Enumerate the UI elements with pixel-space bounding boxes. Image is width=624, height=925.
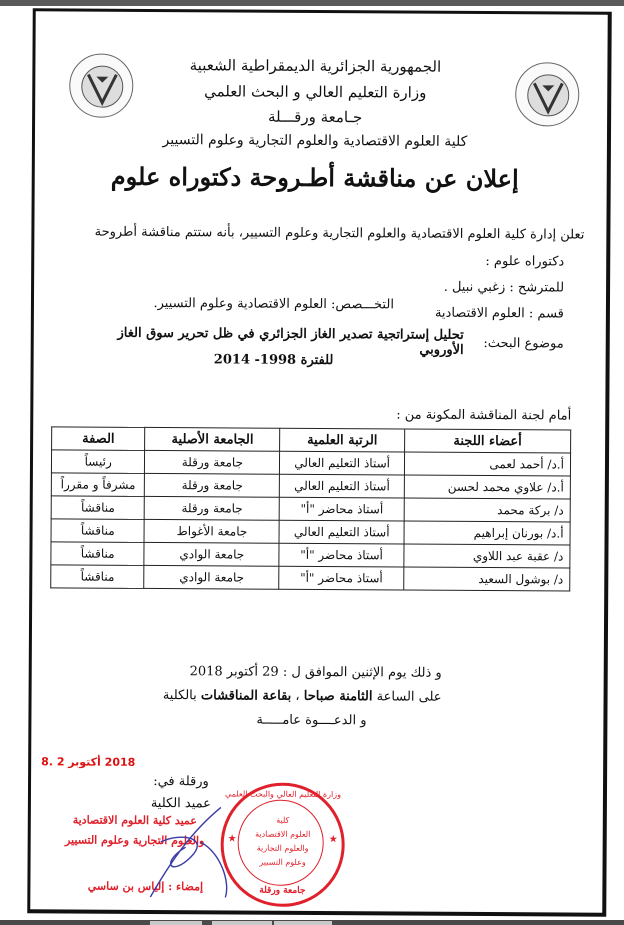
- table-row: [51, 565, 570, 591]
- document-page: [27, 8, 612, 917]
- member-rank: أستاذ التعليم العالي: [280, 474, 405, 498]
- member-role: مناقشاً: [51, 565, 145, 589]
- header-university: جـامعة ورقـــلة: [267, 107, 363, 127]
- table-row: [51, 473, 570, 499]
- viewer-bottom-bar: [0, 920, 624, 925]
- member-role: مشرفاً و مقرراً: [51, 473, 145, 497]
- member-role: مناقشاً: [51, 542, 145, 566]
- topic-title: تحليل إستراتجية تصدير الغاز الجزائري في ظل تحرير سوق الغاز الأوروبي: [117, 325, 464, 358]
- venue-suffix: بالكلية: [162, 688, 197, 704]
- member-rank: أستاذ محاضر "أ": [279, 543, 404, 567]
- header-republic: الجمهورية الجزائرية الديمقراطية الشعبية: [189, 56, 442, 76]
- schedule-time-place: [152, 688, 442, 705]
- header-ministry: وزارة التعليم العالي و البحث العلمي: [204, 82, 427, 102]
- place-date-label: ورقلة في:: [153, 773, 209, 790]
- committee-intro: أمام لجنة المناقشة المكونة من :: [396, 407, 572, 424]
- member-university: جامعة ورقلة: [145, 473, 280, 497]
- member-rank: أستاذ التعليم العالي: [280, 451, 405, 475]
- member-role: مناقشاً: [51, 519, 145, 543]
- member-university: جامعة ورقلة: [145, 496, 280, 520]
- header-role: الصفة: [52, 427, 146, 451]
- faculty-seal: [220, 782, 345, 907]
- department-line: قسم : العلوم الاقتصادية: [434, 305, 564, 322]
- header-faculty: كلية العلوم الاقتصادية والعلوم التجارية وعلوم التسيير: [162, 132, 468, 150]
- signature-line: إمضاء : إلياس بن ساسي: [87, 879, 204, 894]
- table-row: [51, 519, 570, 545]
- logo-emblem-icon: [528, 75, 568, 115]
- red-stamp-line2: والعلوم التجارية وعلوم التسيير: [64, 833, 205, 848]
- stamp-date: 2018 أكتوبر 2 .8: [41, 755, 136, 769]
- member-name: أ.د/ أحمد لعمى: [404, 452, 570, 476]
- topic-period: للفترة 1998- 2014: [213, 352, 334, 369]
- seal-bottom-text: جامعة ورقلة: [259, 885, 306, 896]
- red-stamp-line1: عميد كلية العلوم الاقتصادية: [72, 813, 197, 828]
- specialty-line: التخـــصص: العلوم الاقتصادية وعلوم التسيير.: [153, 295, 395, 313]
- seal-outer-text: وزارة التعليم العالي والبحث العلمي: [224, 789, 341, 800]
- member-name: أ.د/ بورنان إبراهيم: [404, 521, 570, 545]
- star-icon: ★: [227, 833, 237, 845]
- member-rank: أستاذ التعليم العالي: [279, 520, 404, 544]
- member-university: جامعة الوادي: [144, 565, 279, 589]
- viewer-top-bar: [0, 0, 624, 6]
- time-prefix: على الساعة: [376, 689, 442, 705]
- table-row: [51, 496, 570, 522]
- seal-inner-text: وعلوم التسيير: [259, 857, 306, 867]
- table-row: [51, 542, 570, 568]
- table-header-row: [52, 427, 571, 453]
- university-logo-right: [515, 62, 579, 126]
- committee-table: [50, 426, 571, 591]
- header-rank: الرتبة العلمية: [280, 428, 405, 452]
- dean-title: عميد الكلية: [150, 795, 212, 812]
- public-invitation: و الدعــــوة عامـــــة: [256, 712, 367, 729]
- table-row: [51, 450, 570, 476]
- header-members: أعضاء اللجنة: [404, 429, 570, 453]
- announcement-title: إعلان عن مناقشة أطـروحة دكتوراه علوم: [110, 161, 519, 194]
- member-university: جامعة الأغواط: [144, 519, 279, 543]
- candidate-line: للمترشح : زغبي نبيل .: [443, 279, 565, 296]
- seal-inner-text: والعلوم التجارية: [256, 843, 309, 853]
- degree-label: دكتوراه علوم :: [485, 254, 565, 270]
- logo-emblem-icon: [82, 67, 122, 107]
- member-name: د/ بركة محمد: [404, 498, 570, 522]
- header-university: الجامعة الأصلية: [145, 427, 280, 451]
- star-icon: ★: [328, 834, 338, 846]
- member-rank: أستاذ محاضر "أ": [279, 566, 404, 590]
- university-logo-left: [69, 53, 133, 117]
- member-name: أ.د/ علاوي محمد لحسن: [404, 475, 570, 499]
- topic-label: موضوع البحث:: [483, 335, 564, 352]
- schedule-date: و ذلك يوم الإثنين الموافق ل : 29 أكتوبر 2018: [189, 664, 442, 681]
- member-university: جامعة الوادي: [144, 542, 279, 566]
- member-university: جامعة ورقلة: [145, 450, 280, 474]
- member-name: د/ بوشول السعيد: [404, 567, 570, 591]
- member-rank: أستاذ محاضر "أ": [280, 497, 405, 521]
- seal-inner-text: كلية: [276, 815, 290, 825]
- member-role: مناقشاً: [51, 496, 145, 520]
- seal-inner-text: العلوم الاقتصادية: [255, 829, 311, 839]
- member-name: د/ عقبة عبد اللاوي: [404, 544, 570, 568]
- member-role: رئيساً: [51, 450, 145, 474]
- time-value: الثامنة صباحا: [303, 688, 373, 705]
- venue-value: بقاعة المناقشات: [200, 688, 292, 704]
- separator: ،: [295, 688, 300, 704]
- intro-text: تعلن إدارة كلية العلوم الاقتصادية والعلوم التجارية وعلوم التسيير، بأنه ستتم مناقشة أطروحة: [94, 224, 585, 243]
